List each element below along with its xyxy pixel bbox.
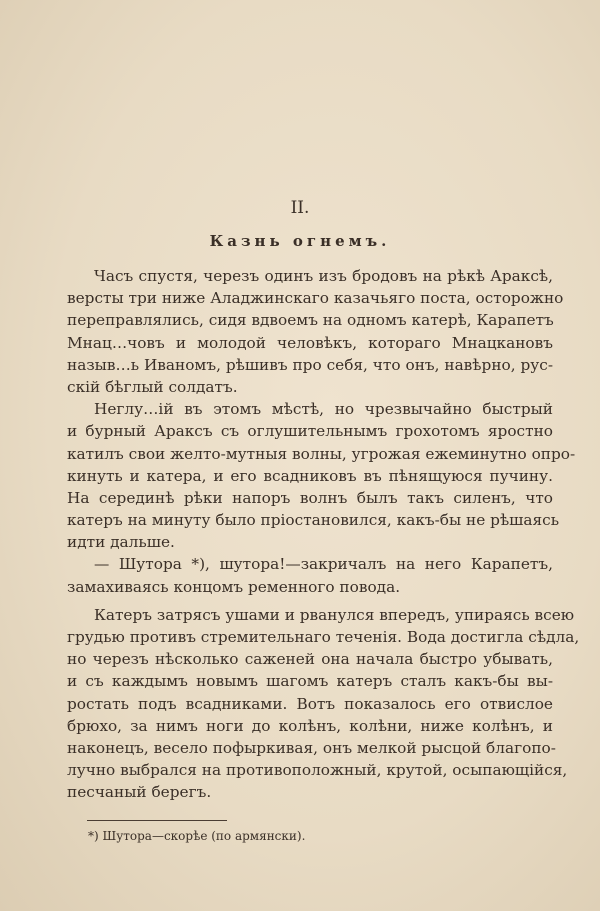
text-line: замахиваясь концомъ ременного повода. — [67, 577, 401, 596]
body-text — [67, 265, 580, 804]
text-line: назыв…ь Иваномъ, рѣшивъ про себя, что онъ, навѣрно, рус- — [67, 355, 553, 374]
text-line: наконецъ, весело пофыркивая, онъ мелкой рысцой благопо- — [67, 738, 556, 757]
text-line: — Шутора *), шутора!—закричалъ на него Карапетъ, — [94, 555, 553, 574]
text-line: версты три ниже Аладжинскаго казачьяго поста, осторожно — [67, 289, 564, 308]
text-line: катеръ на минуту было пріостановился, какъ-бы не рѣшаясь — [67, 511, 560, 530]
text-line: и бурный Араксъ съ оглушительнымъ грохотомъ яростно — [67, 422, 553, 441]
text-line: ростать подъ всадниками. Вотъ показалось его отвислое — [67, 694, 553, 713]
footnote: *) Шутора—скорѣе (по армянски). — [88, 829, 306, 843]
text-line: песчаный берегъ. — [67, 783, 212, 802]
text-line: идти дальше. — [67, 533, 175, 552]
text-line: Неглу…ій въ этомъ мѣстѣ, но чрезвычайно быстрый — [94, 400, 553, 419]
text-line: кинуть и катера, и его всадниковъ въ пѣнящуюся пучину. — [67, 466, 553, 485]
text-line: лучно выбрался на противоположный, крутой, осыпающійся, — [67, 761, 568, 780]
footnote-divider — [87, 820, 227, 821]
text-line: Часъ спустя, черезъ одинъ изъ бродовъ на рѣкѣ Араксѣ, — [94, 267, 553, 285]
text-line: Мнац…човъ и молодой человѣкъ, котораго Мнацкановъ — [67, 333, 553, 352]
text-line: На серединѣ рѣки напоръ волнъ былъ такъ силенъ, что — [67, 488, 553, 507]
text-line: скій бѣглый солдатъ. — [67, 377, 238, 396]
text-line: переправлялись, сидя вдвоемъ на одномъ катерѣ, Карапетъ — [67, 311, 554, 330]
text-line: брюхо, за нимъ ноги до колѣнъ, колѣни, ниже колѣнъ, и — [67, 716, 553, 735]
chapter-title: Казнь огнемъ. — [209, 232, 391, 250]
chapter-number: II. — [290, 198, 310, 218]
text-line: грудью противъ стремительнаго теченія. Вода достигла сѣдла, — [67, 628, 580, 646]
text-line: Катеръ затрясъ ушами и рванулся впередъ, упираясь всею — [94, 605, 575, 624]
text-line: катилъ свои желто-мутныя волны, угрожая ежеминутно опро- — [67, 444, 576, 463]
text-line: и съ каждымъ новымъ шагомъ катеръ сталъ какъ-бы вы- — [67, 672, 553, 691]
text-line: но черезъ нѣсколько саженей она начала быстро убывать, — [67, 650, 553, 669]
